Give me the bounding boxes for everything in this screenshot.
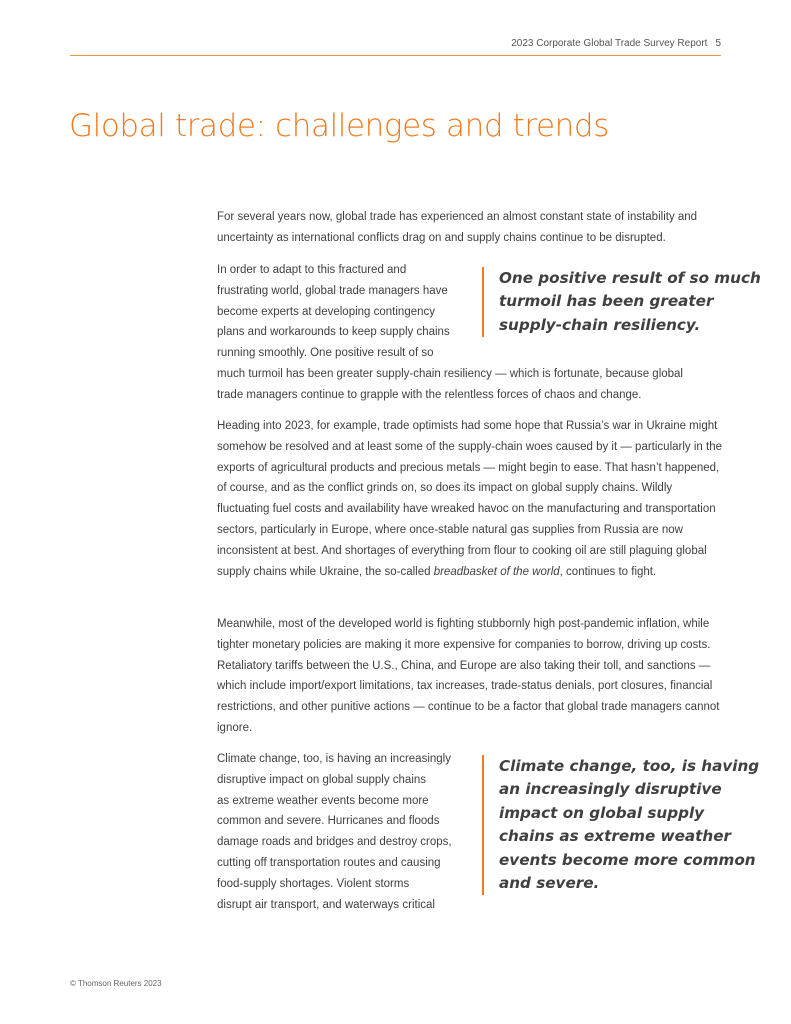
line: common and severe. Hurricanes and floods [217,815,440,828]
page-number: 5 [715,38,721,49]
line: as extreme weather events become more [217,794,429,807]
line: trade managers continue to grapple with the relentless forces of chaos and change. [217,388,642,401]
line: damage roads and bridges and destroy crops, [217,836,452,849]
paragraph-ukraine [217,416,722,582]
paragraph-intro: For several years now, global trade has experienced an almost constant state of instability and uncertainty as international conflicts drag on and supply chains continue to be disrupted. [217,211,698,244]
pull-quote-climate [482,755,759,895]
pull-quote-resiliency [482,267,761,337]
quote-line: and severe. [499,874,600,893]
page-title: Global trade: challenges and trends [69,108,609,144]
copyright-footer: © Thomson Reuters 2023 [70,979,162,988]
paragraph-climate [217,749,462,915]
quote-line: events become more common [499,850,756,869]
line: cutting off transportation routes and causing [217,856,441,869]
quote-line: an increasingly disruptive [499,780,722,799]
paragraph-inflation: Meanwhile, most of the developed world is fighting stubbornly high post-pandemic inflation, while tighter monetary policies are making it more expensive for companies to borrow, driving up costs. Retaliatory tariffs between the U.S., China, and Europe are also taking their toll, and sanctions — which include import/export limitations, tax increases, trade-status denials, port closures, financial restrictions, and other punitive actions — continue to be a factor that global trade managers cannot ignore. [217,618,720,734]
line: disrupt air transport, and waterways critical [217,898,435,911]
line: Climate change, too, is having an increasingly [217,753,451,765]
line: plans and workarounds to keep supply chains [217,326,450,339]
quote-line: chains as extreme weather [499,827,731,846]
quote-line: turmoil has been greater [499,292,714,311]
quote-line: Climate change, too, is having [499,757,760,775]
line: much turmoil has been greater supply-chain resiliency — which is fortunate, because global [217,367,683,380]
line: frustrating world, global trade managers have [217,284,448,297]
line: disruptive impact on global supply chains [217,773,427,786]
quote-line: impact on global supply [499,803,705,822]
line: food-supply shortages. Violent storms [217,877,410,890]
quote-line: One positive result of so much [499,269,761,287]
line: become experts at developing contingency [217,305,436,318]
text-run: , continues to fight. [559,565,657,578]
page-header [70,38,721,56]
quote-line: supply-chain resiliency. [499,315,701,334]
text-run: Heading into 2023, for example, trade optimists had some hope that Russia’s war in Ukraine might somehow be resolved and at least some of the supply-chain woes caused by it — particularly in the exports of agricultural products and precious metals — might begin to ease. That hasn’t happened, of course, and as the conflict grinds on, so does its impact on global supply chains. Wildly fluctuating fuel costs and availability have wreaked havoc on the manufacturing and transportation sectors, particularly in Europe, where once-stable natural gas supplies from Russia are now inconsistent at best. And shortages of everything from flour to cooking oil are still plaguing global supply chains while Ukraine, the so-called [217,420,722,578]
line: In order to adapt to this fractured and [217,264,407,276]
line: running smoothly. One positive result of so [217,347,434,360]
italic-run: breadbasket of the world [433,565,560,578]
report-title: 2023 Corporate Global Trade Survey Report [511,38,708,49]
